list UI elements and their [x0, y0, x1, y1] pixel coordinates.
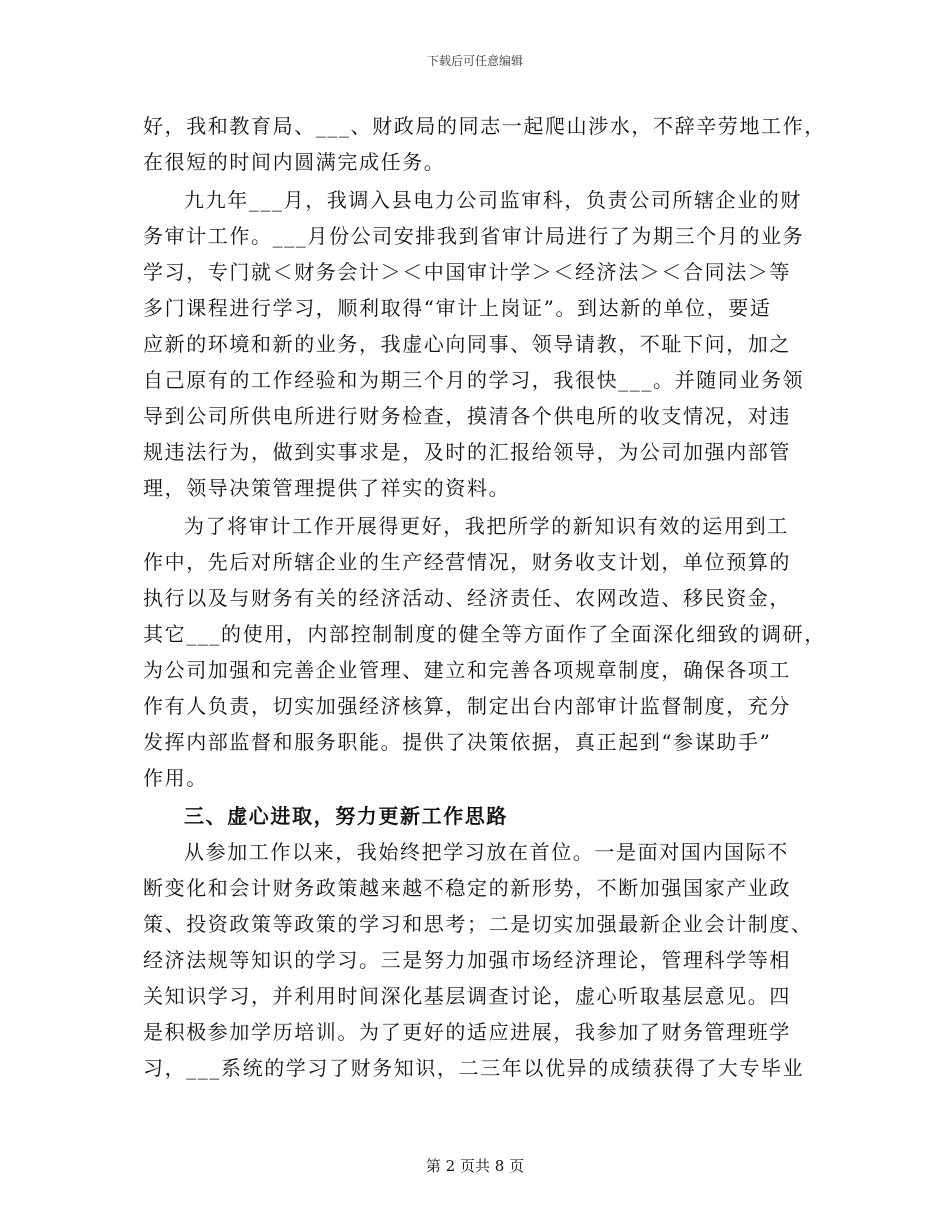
body-line: 从参加工作以来，我始终把学习放在首位。一是面对国内国际不 [184, 840, 789, 864]
body-line: 经济法规等知识的学习。三是努力加强市场经济理论，管理科学等相 [143, 948, 791, 972]
body-line: 务审计工作。___月份公司安排我到省审计局进行了为期三个月的业务 [143, 224, 805, 248]
body-line: 是积极参加学历培训。为了更好的适应进展，我参加了财务管理班学 [143, 1020, 791, 1044]
page-number-footer: 第 2 页共 8 页 [425, 1157, 525, 1175]
body-line: 为公司加强和完善企业管理、建立和完善各项规章制度，确保各项工 [143, 658, 791, 682]
body-line: 关知识学习，并利用时间深化基层调查讨论，虚心听取基层意见。四 [143, 984, 791, 1008]
body-line: 自己原有的工作经验和为期三个月的学习，我很快___。并随同业务领 [143, 368, 805, 392]
body-line: 理，领导决策管理提供了祥实的资料。 [143, 476, 511, 500]
body-line: 发挥内部监督和服务职能。提供了决策依据，真正起到“参谋助手” [143, 730, 772, 754]
body-line: 学习，专门就＜财务会计＞＜中国审计学＞＜经济法＞＜合同法＞等 [143, 260, 791, 284]
body-line: 习，___系统的学习了财务知识，二三年以优异的成绩获得了大专毕业 [143, 1056, 805, 1080]
body-line: 其它___的使用，内部控制制度的健全等方面作了全面深化细致的调研， [143, 622, 826, 646]
body-line: 作中，先后对所辖企业的生产经营情况，财务收支计划，单位预算的 [143, 550, 791, 574]
body-line: 断变化和会计财务政策越来越不稳定的新形势，不断加强国家产业政 [143, 876, 791, 900]
body-line: 应新的环境和新的业务，我虚心向同事、领导请教，不耻下问，加之 [143, 332, 791, 356]
body-line: 导到公司所供电所进行财务检查，摸清各个供电所的收支情况，对违 [143, 404, 791, 428]
body-line: 为了将审计工作开展得更好，我把所学的新知识有效的运用到工 [184, 514, 789, 538]
body-line: 多门课程进行学习，顺利取得“审计上岗证”。到达新的单位，要适 [143, 296, 772, 320]
body-line: 九九年___月，我调入县电力公司监审科，负责公司所辖企业的财 [184, 188, 802, 212]
body-line: 在很短的时间内圆满完成任务。 [143, 150, 446, 174]
body-line: 执行以及与财务有关的经济活动、经济责任、农网改造、移民资金， [143, 586, 791, 610]
body-line: 策、投资政策等政策的学习和思考；二是切实加强最新企业会计制度、 [143, 912, 813, 936]
page-header-note: 下载后可任意编辑 [426, 54, 523, 68]
body-line: 作有人负责，切实加强经济核算，制定出台内部审计监督制度，充分 [143, 694, 791, 718]
body-line: 好，我和教育局、___、财政局的同志一起爬山涉水，不辞辛劳地工作， [143, 114, 826, 138]
body-line: 规违法行为，做到实事求是，及时的汇报给领导，为公司加强内部管 [143, 440, 791, 464]
section-heading: 三、虚心进取，努力更新工作思路 [184, 804, 508, 828]
body-line: 作用。 [143, 766, 208, 790]
